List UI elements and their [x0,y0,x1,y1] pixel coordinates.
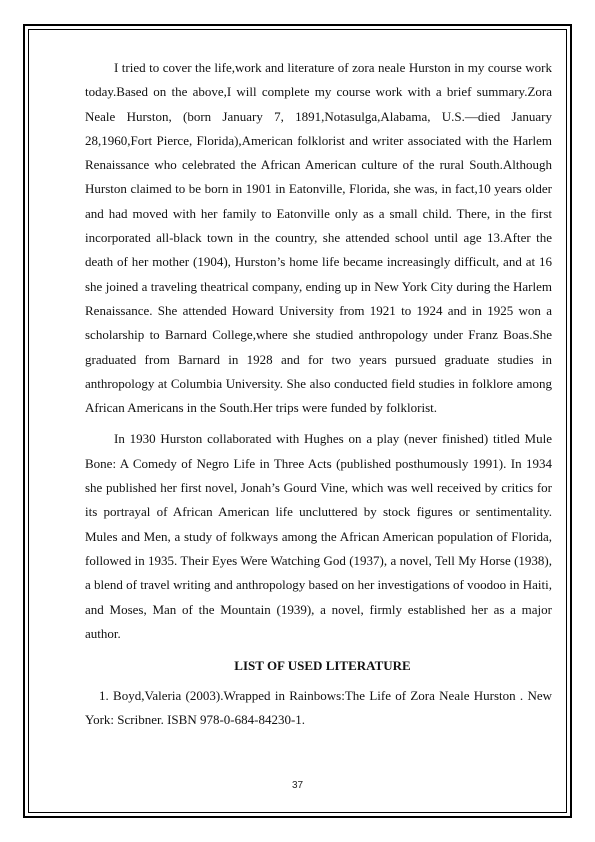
paragraph-1: I tried to cover the life,work and literature of zora neale Hurston in my course work today.Based on the above,I will complete my course work with a brief summary.Zora Neale Hurston, (born January 7, 1891,Notasulga,Alabama, U.S.—died January 28,1960,Fort Pierce, Florida),American folklorist and writer associated with the Harlem Renaissance who celebrated the African American culture of the rural South.Although Hurston claimed to be born in 1901 in Eatonville, Florida, she was, in fact,10 years older and had moved with her family to Eatonville only as a small child. There, in the first incorporated all-black town in the country, she attended school until age 13.After the death of her mother (1904), Hurston’s home life became increasingly difficult, and at 16 she joined a traveling theatrical company, ending up in New York City during the Harlem Renaissance. She attended Howard University from 1921 to 1924 and in 1925 won a scholarship to Barnard College,where she studied anthropology under Franz Boas.She graduated from Barnard in 1928 and for two years pursued graduate studies in anthropology at Columbia University. She also conducted field studies in folklore among African Americans in the South.Her trips were funded by folklorist. [85,60,552,416]
paragraph-2: In 1930 Hurston collaborated with Hughes on a play (never finished) titled Mule Bone: A Comedy of Negro Life in Three Acts (published posthumously 1991). In 1934 she published her first novel, Jonah’s Gourd Vine, which was well received by critics for its portrayal of African American life uncluttered by stock figures or sentimentality. Mules and Men, a study of folkways among the African American population of Florida, followed in 1935. Their Eyes Were Watching God (1937), a novel, Tell My Horse (1938), a blend of travel writing and anthropology based on her investigations of voodoo in Haiti, and Moses, Man of the Mountain (1939), a novel, firmly established her as a major author. [85,431,552,641]
literature-heading: LIST OF USED LITERATURE [234,658,411,674]
page-number: 37 [291,780,304,791]
reference-item-1: 1. Boyd,Valeria (2003).Wrapped in Rainbows:The Life of Zora Neale Hurston . New York: Scribner. ISBN 978-0-684-84230-1. [85,688,552,728]
document-body [85,56,552,732]
